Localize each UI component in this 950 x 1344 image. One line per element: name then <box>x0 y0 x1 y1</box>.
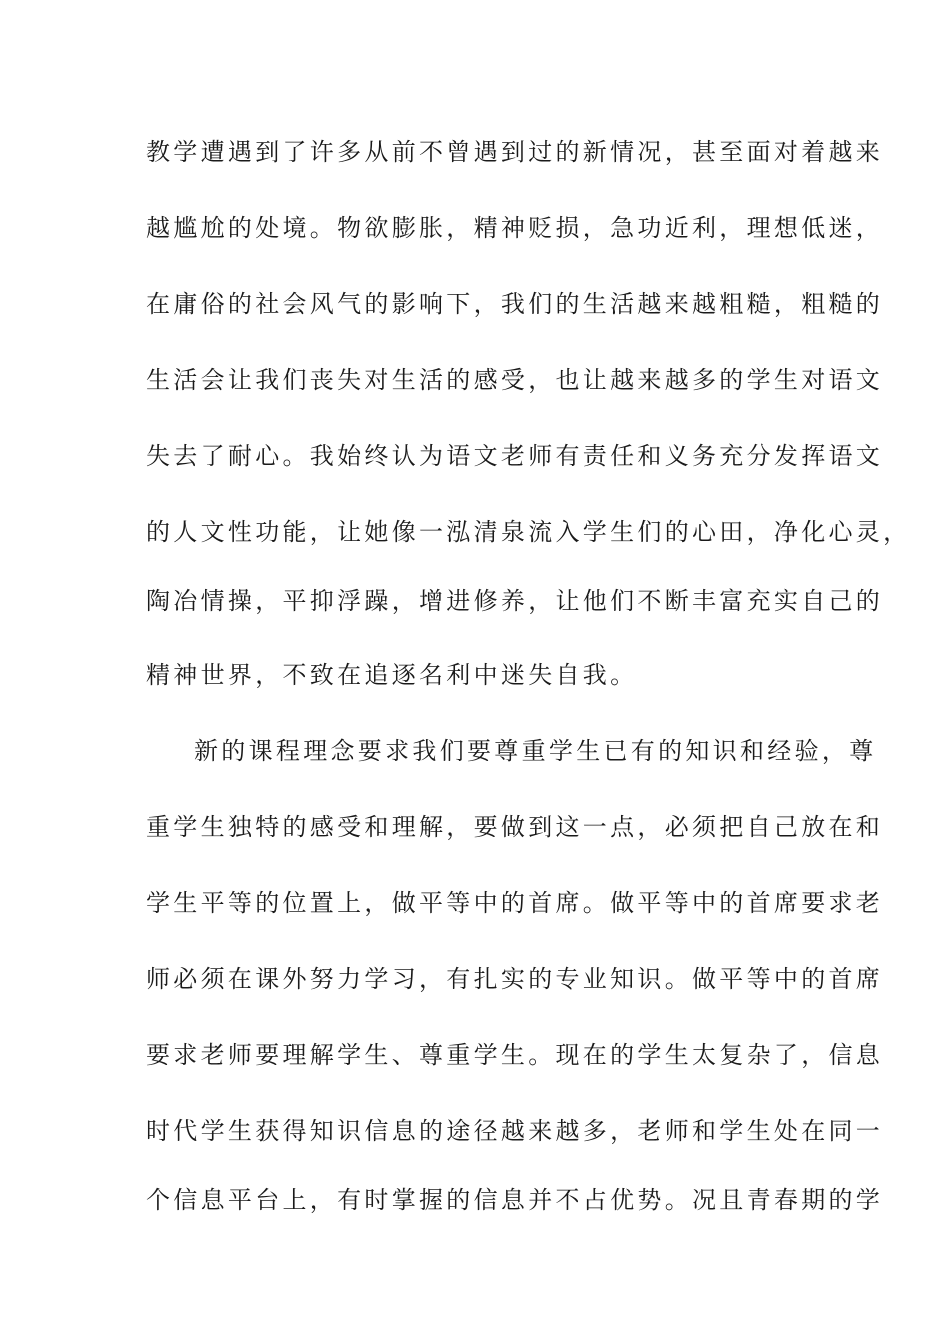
text-line: 精神世界，不致在追逐名利中迷失自我。 <box>146 661 638 689</box>
text-line: 师必须在课外努力学习，有扎实的专业知识。做平等中的首席 <box>146 965 884 993</box>
text-line: 在庸俗的社会风气的影响下，我们的生活越来越粗糙，粗糙的 <box>146 290 884 318</box>
text-line: 的人文性功能，让她像一泓清泉流入学生们的心田，净化心灵， <box>146 518 911 546</box>
paragraph-first-line: 新的课程理念要求我们要尊重学生已有的知识和经验，尊 <box>194 737 877 765</box>
text-line: 学生平等的位置上，做平等中的首席。做平等中的首席要求老 <box>146 889 884 917</box>
text-line: 失去了耐心。我始终认为语文老师有责任和义务充分发挥语文 <box>146 442 884 470</box>
text-line: 重学生独特的感受和理解，要做到这一点，必须把自己放在和 <box>146 813 884 841</box>
text-line: 教学遭遇到了许多从前不曾遇到过的新情况，甚至面对着越来 <box>146 138 884 166</box>
text-line: 越尴尬的处境。物欲膨胀，精神贬损，急功近利，理想低迷， <box>146 214 884 242</box>
text-line: 个信息平台上，有时掌握的信息并不占优势。况且青春期的学 <box>146 1186 884 1214</box>
text-line: 要求老师要理解学生、尊重学生。现在的学生太复杂了，信息 <box>146 1041 884 1069</box>
text-line: 生活会让我们丧失对生活的感受，也让越来越多的学生对语文 <box>146 366 884 394</box>
text-line: 陶冶情操，平抑浮躁，增进修养，让他们不断丰富充实自己的 <box>146 587 884 615</box>
text-line: 时代学生获得知识信息的途径越来越多，老师和学生处在同一 <box>146 1117 884 1145</box>
